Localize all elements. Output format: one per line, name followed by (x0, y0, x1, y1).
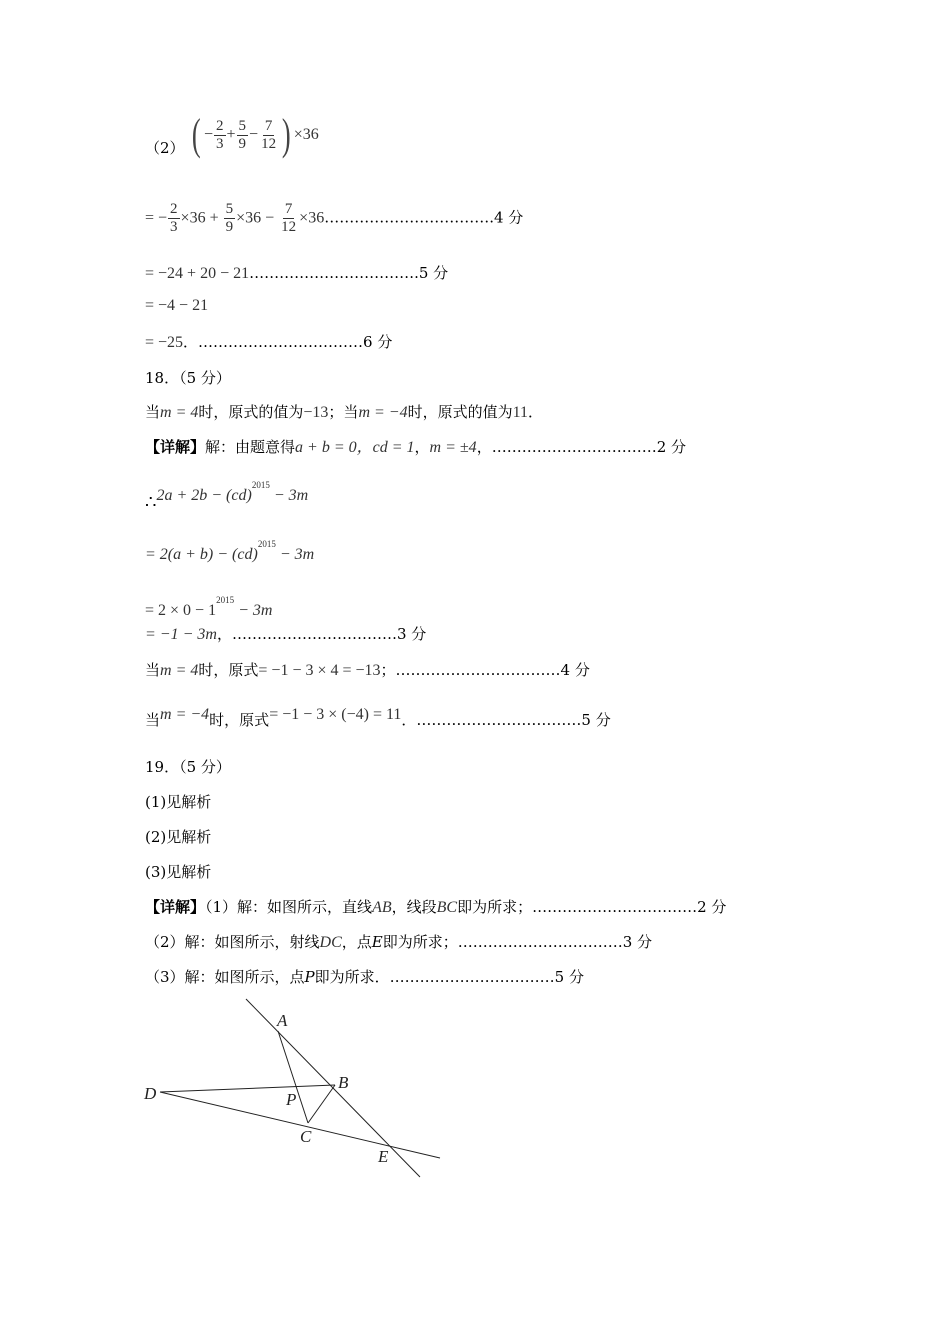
score-marker: ，……………………………3 分 (216, 625, 427, 643)
p17-label: （2） (145, 139, 185, 157)
q19-item1: (1)见解析 (145, 793, 212, 811)
segment-db (160, 1085, 335, 1092)
score-marker: ．……………………………5 分 (401, 711, 611, 729)
q18-line2: = 2(a + b) − (cd)$^{2015}$ − 3m (145, 539, 315, 563)
q18-case1: 当m = 4时，原式= −1 − 3 × 4 = −13；……………………………4 分 (145, 661, 590, 679)
q19-item2: (2)见解析 (145, 828, 212, 846)
q19-item3: (3)见解析 (145, 863, 212, 881)
detail-label: 【详解】 (145, 898, 206, 916)
q18-line4: = −1 − 3m，……………………………3 分 (145, 625, 427, 643)
label-c: C (300, 1127, 312, 1146)
label-d: D (144, 1084, 157, 1103)
detail-label: 【详解】 (145, 438, 206, 456)
p17-step3: = −4 − 21 (145, 297, 209, 314)
score-marker: ；……………………………4 分 (380, 661, 590, 679)
q19-detail1: 【详解】（1）解：如图所示，直线AB，线段BC即为所求；……………………………2 分 (145, 898, 727, 916)
q18-detail: 【详解】解：由题意得a + b = 0，cd = 1，m = ±4，……………………………2 分 (145, 438, 686, 456)
score-marker: ．……………………………6 分 (183, 333, 393, 351)
label-b: B (338, 1073, 349, 1092)
fraction: $\frac{7}{12}$ (261, 117, 277, 152)
geometry-figure (140, 995, 460, 1185)
right-paren: ) (282, 110, 291, 159)
p17-expression: （2） ( − $\frac{2}{3}$ + $\frac{5}{9}$ − $\frac{7}{12}$ ) ×36 (145, 110, 319, 159)
q19-detail2: （2）解：如图所示，射线DC，点E即为所求；……………………………3 分 (145, 933, 653, 951)
p17-step1: = − $\frac{2}{3}$ ×36 + $\frac{5}{9}$ ×36 − $\frac{7}{12}$ ×36…………………………….4 分 (145, 201, 524, 235)
p17-step4: = −25．……………………………6 分 (145, 333, 393, 351)
p17-step2: = −24 + 20 − 21…………………………….5 分 (145, 264, 449, 282)
label-e: E (378, 1147, 389, 1166)
score-marker: 即为所求；……………………………2 分 (457, 898, 727, 916)
fraction: $\frac{2}{3}$ (216, 117, 224, 152)
score-marker: 即为所求．……………………………5 分 (314, 968, 584, 986)
fraction: $\frac{5}{9}$ (238, 117, 247, 152)
left-paren: ( (192, 110, 202, 159)
label-a: A (277, 1011, 288, 1030)
score-marker: ，……………………………2 分 (476, 438, 686, 456)
q18-line3: = $2 \times 0 - 1^{2015} - 3m$ (145, 595, 273, 619)
score-marker: …………………………….5 分 (249, 264, 449, 282)
therefore-symbol: ∴ (145, 492, 157, 513)
ray-dc (160, 1092, 440, 1158)
score-marker: 即为所求；……………………………3 分 (382, 933, 653, 951)
q19-heading: 19．（5 分） (145, 758, 231, 776)
q18-case2: 当m = −4时，原式= −1 − 3 × (−4) = 11．……………………………5 分 (145, 706, 611, 729)
segment-ac (278, 1031, 308, 1123)
q18-heading: 18．（5 分） (145, 369, 231, 387)
score-marker: …………………………….4 分 (324, 208, 524, 227)
q18-line1: ∴2a + 2b − (cd)$^{2015}$ − 3m (145, 480, 309, 513)
segment-bc (308, 1085, 335, 1123)
q18-answer: 当m = 4时，原式的值为−13；当m = −4时，原式的值为11． (145, 403, 544, 421)
q19-detail3: （3）解：如图所示，点P即为所求．……………………………5 分 (145, 968, 584, 986)
label-p: P (286, 1090, 297, 1109)
